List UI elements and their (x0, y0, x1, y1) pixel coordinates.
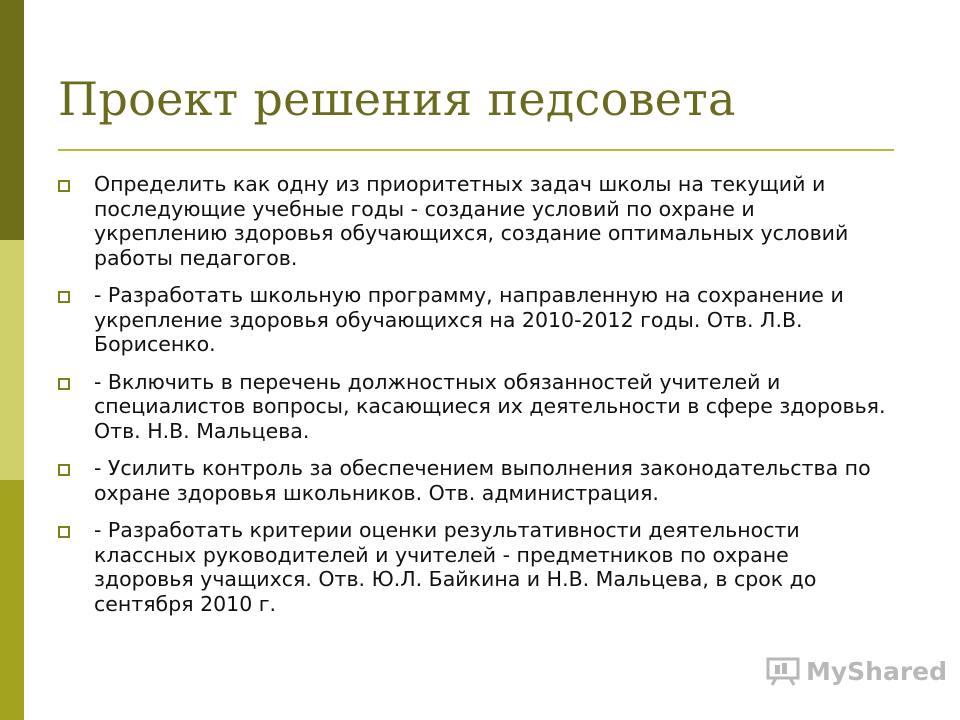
square-bullet-icon (58, 291, 70, 303)
bullet-item (58, 283, 908, 357)
bullet-text: - Разработать школьную программу, направленную на сохранение и укрепление здоровья обучающихся на 2010-2012 годы. Отв. Л.В. Борисенко. (94, 283, 844, 356)
left-stripe-dark (0, 0, 24, 240)
bullet-item (58, 172, 908, 270)
watermark-text: MyShared (806, 656, 948, 686)
square-bullet-icon (58, 464, 70, 476)
left-stripe-light (0, 240, 24, 480)
square-bullet-icon (58, 378, 70, 390)
slide-title: Проект решения педсовета (58, 72, 736, 126)
bullet-item (58, 518, 908, 616)
presentation-board-icon (766, 656, 800, 686)
bullet-text: - Усилить контроль за обеспечением выполнения законодательства по охране здоровья школьников. Отв. администрация. (94, 456, 871, 505)
left-stripe-medium (0, 480, 24, 720)
bullet-text: Определить как одну из приоритетных задач школы на текущий и последующие учебные годы - создание условий по охране и укреплению здоровья обучающихся, создание оптимальных условий работы педагогов. (94, 172, 849, 270)
watermark (766, 656, 947, 686)
title-underline (58, 149, 894, 151)
square-bullet-icon (58, 180, 70, 192)
bullet-text: - Включить в перечень должностных обязанностей учителей и специалистов вопросы, касающиеся их деятельности в сфере здоровья. Отв. Н.В. Мальцева. (94, 369, 886, 443)
bullet-item (58, 456, 908, 505)
square-bullet-icon (58, 526, 70, 538)
bullet-text: - Разработать критерии оценки результативности деятельности классных руководителей и учителей - предметников по охране здоровья учащихся. Отв. Ю.Л. Байкина и Н.В. Мальцева, в срок до сентября 2010 г. (94, 518, 817, 616)
bullet-list (58, 172, 908, 629)
bullet-item (58, 370, 908, 444)
